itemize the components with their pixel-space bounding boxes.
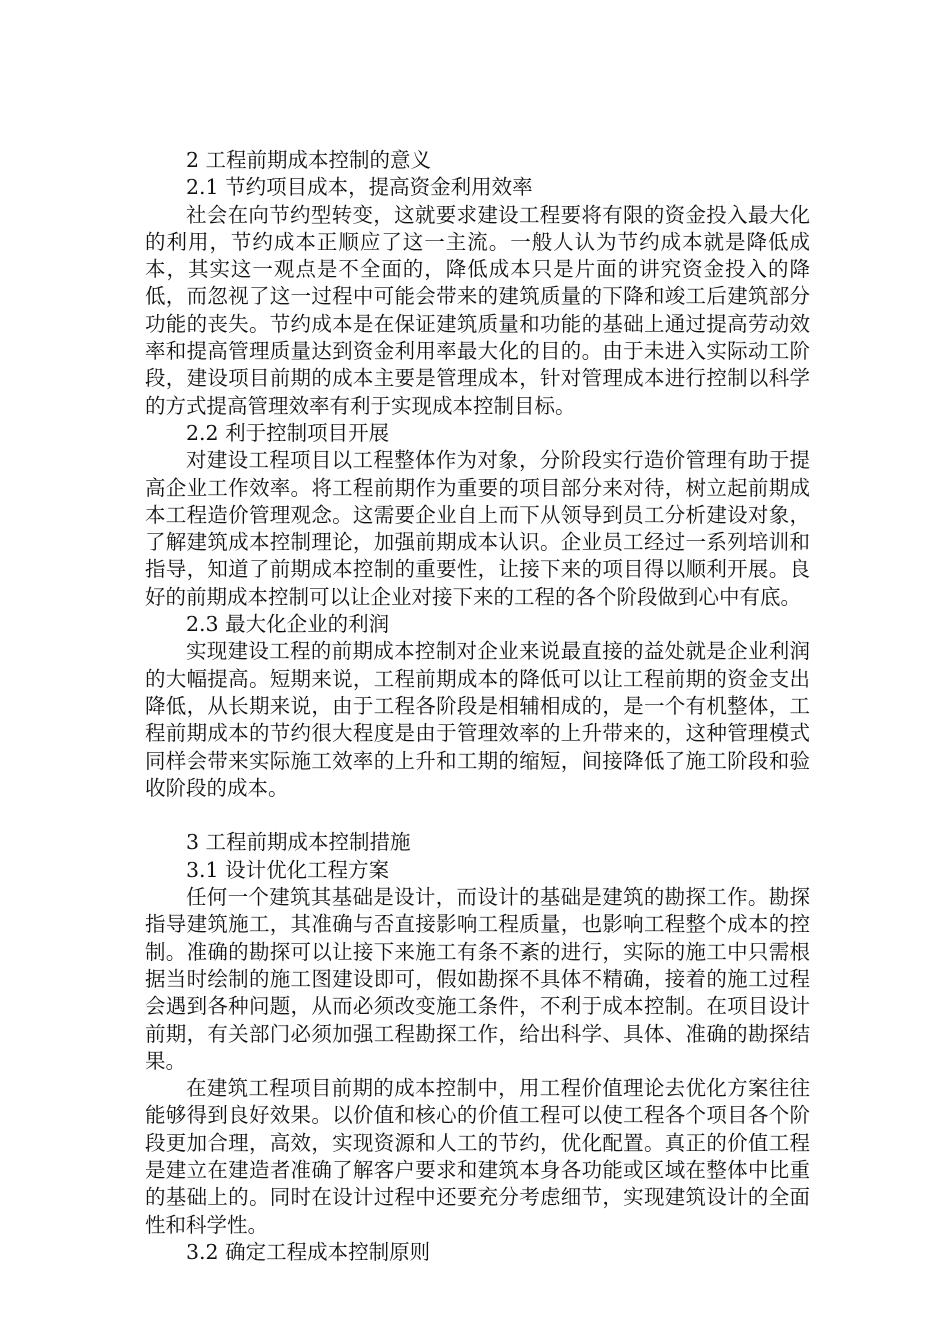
section-spacer — [145, 802, 810, 829]
subsection-heading: 2.1 节约项目成本，提高资金利用效率 — [186, 175, 533, 200]
subsection-heading: 2.2 利于控制项目开展 — [186, 420, 390, 445]
section-heading: 3 工程前期成本控制措施 — [186, 830, 411, 855]
body-paragraph: 在建筑工程项目前期的成本控制中，用工程价值理论去优化方案往往能够得到良好效果。以价值和核心的价值工程可以使工程各个项目各个阶段更加合理，高效，实现资源和人工的节约，优化配置。真正的价值工程是建立在建造者准确了解客户要求和建筑本身各功能或区域在整体中比重的基础上的。同时在设计过程中还要充分考虑细节，实现建筑设计的全面性和科学性。 — [145, 1076, 810, 1237]
subsection-heading: 2.3 最大化企业的利润 — [186, 612, 390, 637]
body-paragraph: 社会在向节约型转变，这就要求建设工程要将有限的资金投入最大化的利用，节约成本正顺应了这一主流。一般人认为节约成本就是降低成本，其实这一观点是不全面的，降低成本只是片面的讲究资金投入的降低，而忽视了这一过程中可能会带来的建筑质量的下降和竣工后建筑部分功能的丧失。节约成本是在保证建筑质量和功能的基础上通过提高劳动效率和提高管理质量达到资金利用率最大化的目的。由于未进入实际动工阶段，建设项目前期的成本主要是管理成本，针对管理成本进行控制以科学的方式提高管理效率有利于实现成本控制目标。 — [145, 202, 810, 418]
section-heading: 2 工程前期成本控制的意义 — [186, 148, 432, 172]
document-page — [145, 147, 810, 1266]
subsection-heading: 3.2 确定工程成本控制原则 — [186, 1239, 431, 1264]
body-paragraph: 实现建设工程的前期成本控制对企业来说最直接的益处就是企业利润的大幅提高。短期来说，工程前期成本的降低可以让工程前期的资金支出降低，从长期来说，由于工程各阶段是相辅相成的，是一个有机整体，工程前期成本的节约很大程度是由于管理效率的上升带来的，这种管理模式同样会带来实际施工效率的上升和工期的缩短，间接降低了施工阶段和验收阶段的成本。 — [145, 639, 810, 800]
subsection-heading: 3.1 设计优化工程方案 — [186, 857, 390, 882]
body-paragraph: 任何一个建筑其基础是设计，而设计的基础是建筑的勘探工作。勘探指导建筑施工，其准确与否直接影响工程质量，也影响工程整个成本的控制。准确的勘探可以让接下来施工有条不紊的进行，实际的施工中只需根据当时绘制的施工图建设即可，假如勘探不具体不精确，接着的施工过程会遇到各种问题，从而必须改变施工条件，不利于成本控制。在项目设计前期，有关部门必须加强工程勘探工作，给出科学、具体、准确的勘探结果。 — [145, 885, 810, 1073]
body-paragraph: 对建设工程项目以工程整体作为对象，分阶段实行造价管理有助于提高企业工作效率。将工程前期作为重要的项目部分来对待，树立起前期成本工程造价管理观念。这需要企业自上而下从领导到员工分析建设对象，了解建筑成本控制理论，加强前期成本认识。企业员工经过一系列培训和指导，知道了前期成本控制的重要性，让接下来的项目得以顺利开展。良好的前期成本控制可以让企业对接下来的工程的各个阶段做到心中有底。 — [145, 448, 810, 609]
